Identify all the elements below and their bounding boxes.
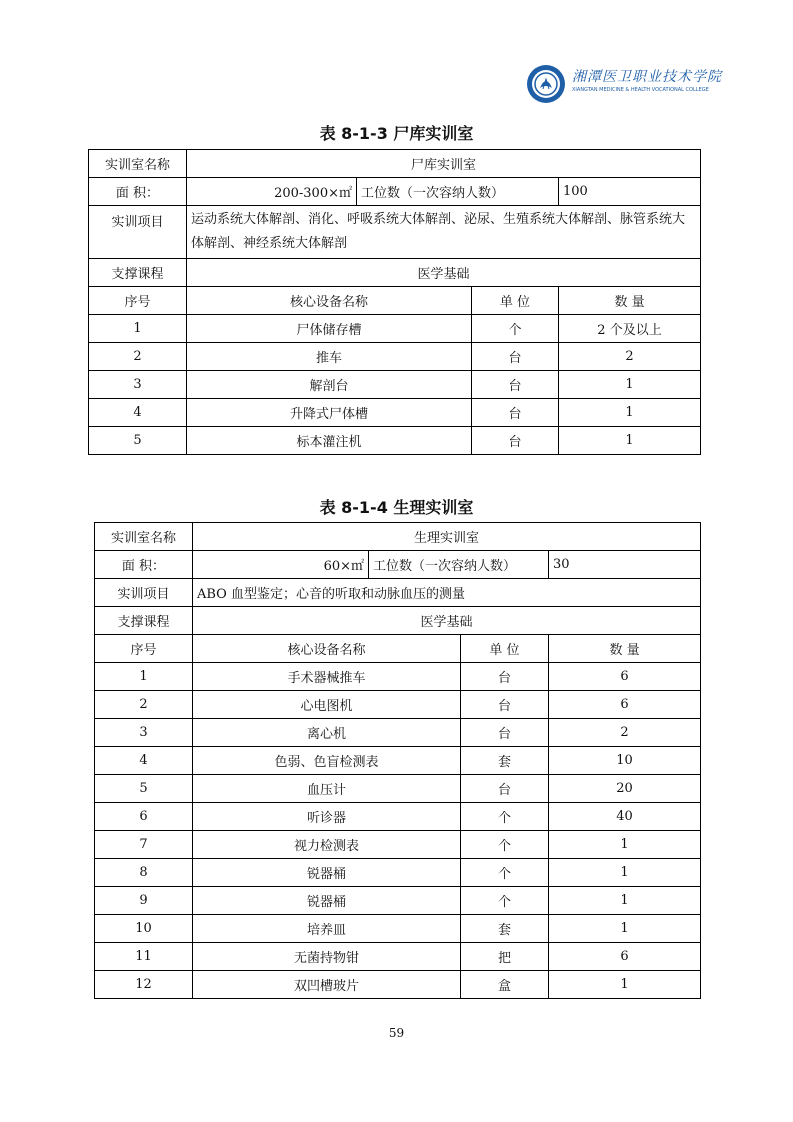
column-header: 序号 xyxy=(89,287,187,315)
cell-unit: 套 xyxy=(461,747,549,775)
cell-equipment: 无菌持物钳 xyxy=(193,943,461,971)
cell-equipment: 血压计 xyxy=(193,775,461,803)
table-row xyxy=(95,775,701,803)
college-logo xyxy=(526,60,722,110)
table-row xyxy=(89,259,701,287)
column-header: 数 量 xyxy=(549,635,701,663)
cell-equipment: 解剖台 xyxy=(187,371,472,399)
table-row xyxy=(95,943,701,971)
cell-index: 12 xyxy=(95,971,193,999)
cell-index: 5 xyxy=(89,427,187,455)
cell-unit: 个 xyxy=(461,803,549,831)
column-header: 核心设备名称 xyxy=(193,635,461,663)
morgue-lab-table xyxy=(88,149,701,455)
cell-index: 9 xyxy=(95,887,193,915)
project-label: 实训项目 xyxy=(95,579,193,607)
area-value: 60×㎡ xyxy=(193,551,369,579)
table-row xyxy=(95,915,701,943)
cell-unit: 台 xyxy=(472,427,559,455)
cell-index: 1 xyxy=(95,663,193,691)
cell-unit: 台 xyxy=(472,399,559,427)
project-label: 实训项目 xyxy=(89,206,187,259)
cell-index: 4 xyxy=(95,747,193,775)
cell-quantity: 6 xyxy=(549,663,701,691)
cell-quantity: 2 xyxy=(559,343,701,371)
cell-quantity: 1 xyxy=(549,859,701,887)
cell-quantity: 1 xyxy=(559,371,701,399)
table-row xyxy=(95,831,701,859)
cell-unit: 台 xyxy=(461,691,549,719)
table-row xyxy=(89,343,701,371)
cell-equipment: 双凹槽玻片 xyxy=(193,971,461,999)
table-row xyxy=(89,178,701,206)
cell-quantity: 2 个及以上 xyxy=(559,315,701,343)
area-label: 面 积： xyxy=(89,178,187,206)
cell-index: 4 xyxy=(89,399,187,427)
table-row xyxy=(95,551,701,579)
cell-equipment: 离心机 xyxy=(193,719,461,747)
cell-quantity: 1 xyxy=(549,971,701,999)
page-number: 59 xyxy=(388,1026,405,1040)
cell-equipment: 锐器桶 xyxy=(193,887,461,915)
course-value: 医学基础 xyxy=(193,607,701,635)
cell-equipment: 心电图机 xyxy=(193,691,461,719)
table-row xyxy=(95,747,701,775)
column-header: 序号 xyxy=(95,635,193,663)
table-row xyxy=(89,399,701,427)
college-name-en: XIANGTAN MEDICINE & HEALTH VOCATIONAL COLLEGE xyxy=(572,87,709,93)
seats-value: 30 xyxy=(549,551,701,579)
area-label: 面 积： xyxy=(95,551,193,579)
table2-caption: 表 8-1-4 生理实训室 xyxy=(319,498,474,517)
cell-unit: 套 xyxy=(461,915,549,943)
table-row xyxy=(95,523,701,551)
column-header: 单 位 xyxy=(461,635,549,663)
table-row xyxy=(95,803,701,831)
cell-equipment: 推车 xyxy=(187,343,472,371)
table-row xyxy=(89,206,701,259)
table-row xyxy=(89,150,701,178)
project-value: 运动系统大体解剖、消化、呼吸系统大体解剖、泌尿、生殖系统大体解剖、脉管系统大体解剖、神经系统大体解剖 xyxy=(187,206,701,259)
table-row xyxy=(89,371,701,399)
cell-quantity: 1 xyxy=(549,915,701,943)
cell-quantity: 10 xyxy=(549,747,701,775)
cell-equipment: 锐器桶 xyxy=(193,859,461,887)
cell-index: 3 xyxy=(89,371,187,399)
table-row xyxy=(89,427,701,455)
name-value: 尸库实训室 xyxy=(187,150,701,178)
cell-unit: 个 xyxy=(461,887,549,915)
cell-unit: 个 xyxy=(461,831,549,859)
cell-quantity: 40 xyxy=(549,803,701,831)
table-row xyxy=(95,859,701,887)
cell-equipment: 听诊器 xyxy=(193,803,461,831)
cell-index: 1 xyxy=(89,315,187,343)
table-row xyxy=(95,663,701,691)
name-label: 实训室名称 xyxy=(89,150,187,178)
cell-equipment: 培养皿 xyxy=(193,915,461,943)
cell-equipment: 升降式尸体槽 xyxy=(187,399,472,427)
area-value: 200-300×㎡ xyxy=(187,178,357,206)
cell-quantity: 6 xyxy=(549,691,701,719)
course-label: 支撑课程 xyxy=(89,259,187,287)
cell-quantity: 20 xyxy=(549,775,701,803)
cell-unit: 把 xyxy=(461,943,549,971)
column-header: 单 位 xyxy=(472,287,559,315)
college-name-cn: 湘潭医卫职业技术学院 xyxy=(572,69,722,85)
seats-label: 工位数（一次容纳人数） xyxy=(357,178,559,206)
college-emblem-icon xyxy=(526,64,566,104)
cell-quantity: 1 xyxy=(549,831,701,859)
cell-quantity: 2 xyxy=(549,719,701,747)
cell-index: 3 xyxy=(95,719,193,747)
table-row xyxy=(95,887,701,915)
cell-index: 6 xyxy=(95,803,193,831)
table-row xyxy=(95,719,701,747)
physiology-lab-table xyxy=(94,522,701,999)
name-label: 实训室名称 xyxy=(95,523,193,551)
name-value: 生理实训室 xyxy=(193,523,701,551)
cell-quantity: 1 xyxy=(549,887,701,915)
cell-quantity: 1 xyxy=(559,399,701,427)
seats-label: 工位数（一次容纳人数） xyxy=(369,551,549,579)
cell-equipment: 视力检测表 xyxy=(193,831,461,859)
cell-unit: 个 xyxy=(472,315,559,343)
cell-index: 2 xyxy=(95,691,193,719)
table1-caption: 表 8-1-3 尸库实训室 xyxy=(319,124,474,143)
cell-quantity: 6 xyxy=(549,943,701,971)
cell-equipment: 尸体储存槽 xyxy=(187,315,472,343)
seats-value: 100 xyxy=(559,178,701,206)
table-row xyxy=(95,691,701,719)
table-header-row xyxy=(95,635,701,663)
table-row xyxy=(95,579,701,607)
project-value: ABO 血型鉴定；心音的听取和动脉血压的测量 xyxy=(193,579,701,607)
cell-equipment: 标本灌注机 xyxy=(187,427,472,455)
cell-index: 5 xyxy=(95,775,193,803)
cell-index: 8 xyxy=(95,859,193,887)
column-header: 数 量 xyxy=(559,287,701,315)
cell-unit: 盒 xyxy=(461,971,549,999)
cell-unit: 台 xyxy=(461,775,549,803)
cell-unit: 台 xyxy=(461,719,549,747)
course-label: 支撑课程 xyxy=(95,607,193,635)
table-header-row xyxy=(89,287,701,315)
cell-equipment: 色弱、色盲检测表 xyxy=(193,747,461,775)
course-value: 医学基础 xyxy=(187,259,701,287)
cell-unit: 台 xyxy=(461,663,549,691)
cell-quantity: 1 xyxy=(559,427,701,455)
column-header: 核心设备名称 xyxy=(187,287,472,315)
table-row xyxy=(95,607,701,635)
cell-equipment: 手术器械推车 xyxy=(193,663,461,691)
table-row xyxy=(95,971,701,999)
cell-index: 2 xyxy=(89,343,187,371)
cell-index: 7 xyxy=(95,831,193,859)
cell-index: 10 xyxy=(95,915,193,943)
table-row xyxy=(89,315,701,343)
cell-unit: 个 xyxy=(461,859,549,887)
cell-unit: 台 xyxy=(472,371,559,399)
cell-index: 11 xyxy=(95,943,193,971)
cell-unit: 台 xyxy=(472,343,559,371)
